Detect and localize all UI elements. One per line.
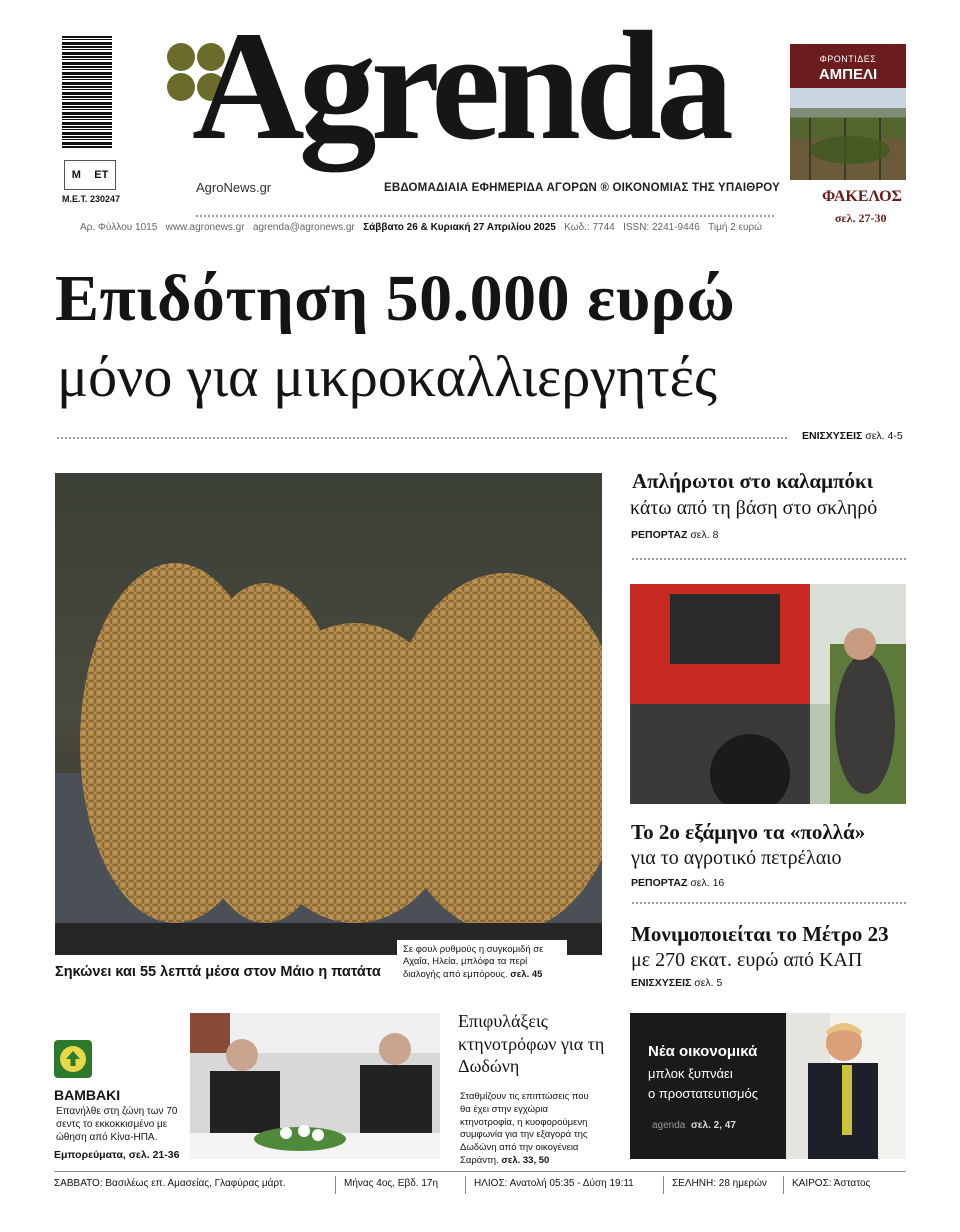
story2-sub: για το αγροτικό πετρέλαιο xyxy=(631,847,842,869)
story2-page: σελ. 16 xyxy=(690,877,725,889)
story3-title[interactable]: Μονιμοποιείται το Μέτρο 23 xyxy=(631,922,889,946)
economy-source: agenda xyxy=(652,1120,686,1131)
arrow-up-icon xyxy=(54,1040,92,1078)
promo-label: ΦΑΚΕΛΟΣ xyxy=(822,188,902,205)
issue-line xyxy=(80,222,762,233)
site-name[interactable]: AgroNews.gr xyxy=(196,180,272,195)
story2-ref xyxy=(631,877,724,889)
story3-page: σελ. 5 xyxy=(694,977,723,989)
tractor-photo[interactable] xyxy=(630,584,906,804)
met-logo-right: ΕΤ xyxy=(94,169,109,181)
promo-kicker: ΦΡΟΝΤΙΔΕΣ xyxy=(819,54,877,64)
divider xyxy=(196,215,774,217)
story1-ref xyxy=(631,529,718,541)
headline-line-2[interactable]: μόνο για μικροκαλλιεργητές xyxy=(57,344,717,409)
footer-weather: ΚΑΙΡΟΣ: Άστατος xyxy=(792,1178,871,1189)
story3-section: ΕΝΙΣΧΥΣΕΙΣ xyxy=(631,977,692,989)
issue-date: Σάββατο 26 & Κυριακή 27 Απριλίου 2025 xyxy=(363,222,556,233)
economy-page: σελ. 2, 47 xyxy=(690,1120,736,1131)
divider xyxy=(632,902,906,904)
headline-ref xyxy=(802,430,903,442)
main-story-desc-page: σελ. 45 xyxy=(510,968,543,980)
tagline: ΕΒΔΟΜΑΔΙΑΙΑ ΕΦΗΜΕΡΙΔΑ ΑΓΟΡΩΝ ® ΟΙΚΟΝΟΜΙΑΣ ΤΗΣ ΥΠΑΙΘΡΟΥ xyxy=(384,182,781,194)
footer-sun: ΗΛΙΟΣ: Ανατολή 05:35 - Δύση 19:11 xyxy=(466,1176,664,1194)
met-logo-left: Μ xyxy=(71,169,81,181)
story3-sub: με 270 εκατ. ευρώ από ΚΑΠ xyxy=(631,949,863,971)
issue-web[interactable]: www.agronews.gr xyxy=(165,222,245,233)
story1-sub: κάτω από τη βάση στο σκληρό xyxy=(630,497,878,519)
barcode xyxy=(62,36,112,148)
dodoni-page: σελ. 33, 50 xyxy=(501,1155,550,1167)
issue-issn: ISSN: 2241-9446 xyxy=(623,222,700,233)
potato-sacks-photo[interactable] xyxy=(55,473,602,955)
economy-sub-1: μπλοκ ξυπνάει xyxy=(648,1066,733,1081)
issue-price: Τιμή 2 ευρώ xyxy=(708,222,762,233)
divider xyxy=(632,558,906,560)
headline-ref-page: σελ. 4-5 xyxy=(865,430,903,442)
main-story-desc-text: Σε φουλ ρυθμούς η συγκομιδή σε Αχαΐα, Ηλεία, μπλόφα τα περί διαλογής από εμπόρους. xyxy=(403,944,544,980)
economy-title: Νέα οικονομικά xyxy=(648,1043,758,1060)
cotton-title[interactable]: ΒΑΜΒΑΚΙ xyxy=(54,1087,121,1103)
divider xyxy=(57,437,787,439)
economy-ref xyxy=(652,1120,736,1131)
footer-saints: ΣΑΒΒΑΤΟ: Βασιλέως επ. Αμασείας, Γλαφύρας μάρτ. xyxy=(54,1176,336,1194)
story1-section: ΡΕΠΟΡΤΑΖ xyxy=(631,529,688,541)
met-code: Μ.Ε.Τ. 230247 xyxy=(62,194,121,204)
economy-sub-2: ο προστατευτισμός xyxy=(648,1086,758,1101)
promo-title: ΑΜΠΕΛΙ xyxy=(818,66,878,83)
footer-bar xyxy=(54,1176,906,1194)
issue-sheet: Αρ. Φύλλου 1015 xyxy=(80,222,158,233)
story3-ref xyxy=(631,977,722,989)
cotton-ref: Εμπορεύματα, σελ. 21-36 xyxy=(54,1149,180,1161)
vineyard-photo xyxy=(790,88,906,180)
brand-logo[interactable]: Agrenda xyxy=(192,0,728,172)
story2-title[interactable]: Το 2ο εξάμηνο τα «πολλά» xyxy=(631,820,866,844)
main-story-caption[interactable]: Σηκώνει και 55 λεπτά μέσα στον Μάιο η πατάτα xyxy=(55,964,381,980)
dodoni-text-body: Σταθμίζουν τις επιπτώσεις που θα έχει στην εγχώρια κτηνοτροφία, η κυοφορούμενη συμφωνία για την εξαγορά της Δωδώνη από την οικογένεια Σαράντη. xyxy=(460,1091,589,1167)
headline-ref-section: ΕΝΙΣΧΥΣΕΙΣ xyxy=(802,430,863,442)
footer-rule xyxy=(54,1171,906,1172)
meeting-photo[interactable] xyxy=(190,1013,440,1159)
cotton-text: Επανήλθε στη ζώνη των 70 σεντς το εκκοκκισμένο με ώθηση από Κίνα-ΗΠΑ. xyxy=(56,1106,178,1143)
dodoni-text xyxy=(460,1091,602,1168)
promo-header xyxy=(790,44,906,88)
story1-page: σελ. 8 xyxy=(690,529,719,541)
met-logo xyxy=(64,160,116,190)
footer-month: Μήνας 4ος, Εβδ. 17η xyxy=(336,1176,466,1194)
footer-moon: ΣΕΛΗΝΗ: 28 ημερών xyxy=(664,1176,784,1194)
promo-page: σελ. 27-30 xyxy=(835,211,887,225)
dodoni-title[interactable]: Επιφυλάξεις κτηνοτρόφων για τη Δωδώνη xyxy=(458,1011,605,1076)
issue-code: Κωδ.: 7744 xyxy=(564,222,615,233)
story2-section: ΡΕΠΟΡΤΑΖ xyxy=(631,877,688,889)
main-story-desc xyxy=(397,940,567,990)
story1-title[interactable]: Απλήρωτοι στο καλαμπόκι xyxy=(632,469,874,493)
issue-email[interactable]: agrenda@agronews.gr xyxy=(252,222,355,233)
headline-line-1[interactable]: Επιδότηση 50.000 ευρώ xyxy=(55,262,736,335)
promo-box[interactable] xyxy=(790,44,906,182)
